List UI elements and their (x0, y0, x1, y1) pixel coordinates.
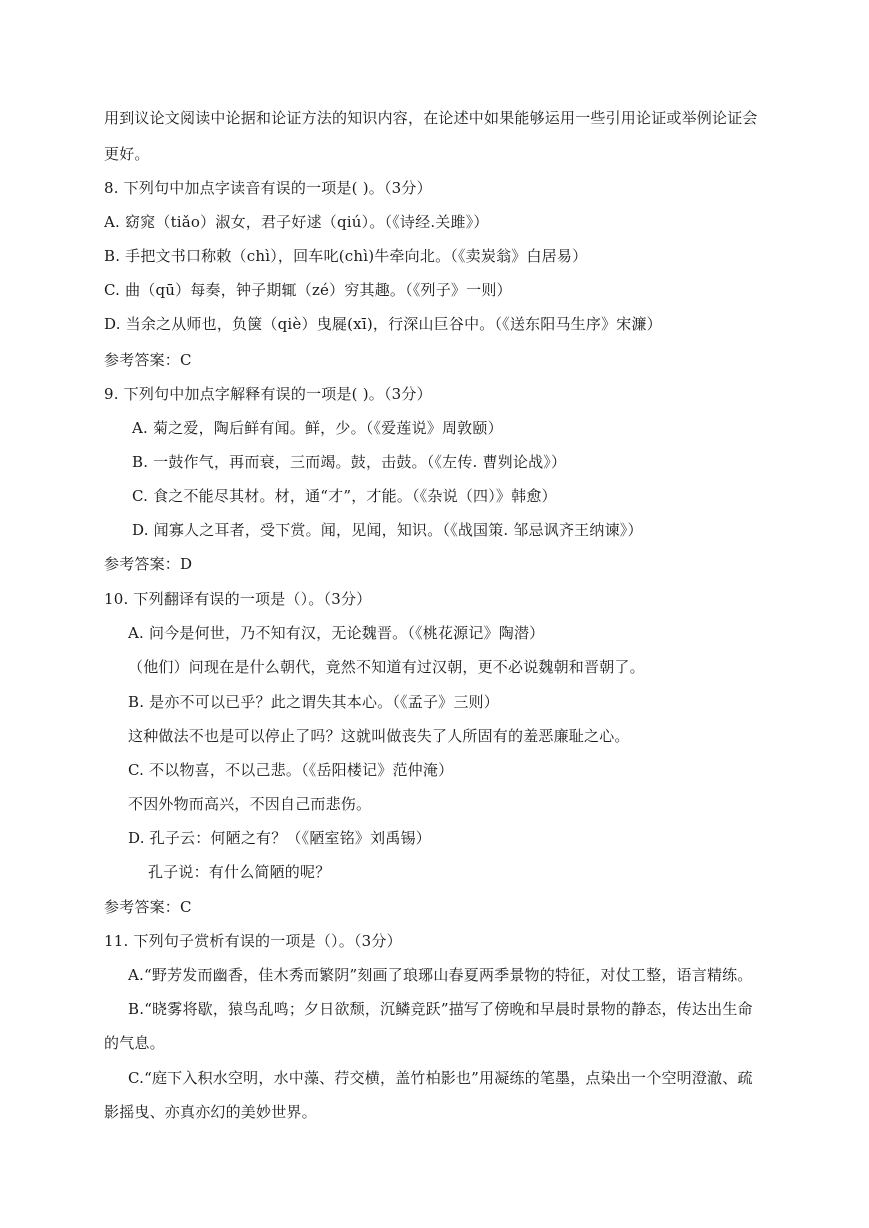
q11-option-a: A.“野芳发而幽香，佳木秀而繁阴”刻画了琅琊山春夏两季景物的特征，对仗工整，语言精练。 (128, 966, 753, 984)
question-10: 10. 下列翻译有误的一项是（）。（3分） (104, 590, 372, 608)
text-line-2: 更好。 (104, 145, 150, 163)
q10-option-d: D. 孔子云：何陋之有？（《陋室铭》刘禹锡） (128, 829, 431, 847)
q11-option-b-cont: 的气息。 (104, 1034, 165, 1052)
question-8: 8. 下列句中加点字读音有误的一项是( )。（3分） (104, 179, 432, 197)
q9-option-b: B. 一鼓作气，再而衰，三而竭。鼓，击鼓。（《左传. 曹刿论战》） (132, 453, 567, 471)
q9-option-c: C. 食之不能尽其材。材，通“才”，才能。（《杂说（四）》韩愈） (132, 487, 557, 505)
q11-option-b: B.“晓雾将歇，猿鸟乱鸣；夕日欲颓，沉鳞竞跃”描写了傍晚和早晨时景物的静态，传达出生命 (128, 1000, 753, 1018)
q9-answer: 参考答案：D (104, 555, 193, 573)
text-line-1: 用到议论文阅读中论据和论证方法的知识内容，在论述中如果能够运用一些引用论证或举例论证会 (104, 109, 758, 127)
q10-answer: 参考答案：C (104, 898, 192, 916)
q11-option-c: C.“庭下入积水空明，水中藻、荇交横，盖竹柏影也”用凝练的笔墨，点染出一个空明澄澈、疏 (128, 1069, 753, 1087)
q8-option-a: A. 窈窕（tiǎo）淑女，君子好逑（qiú）。（《诗经.关雎》） (104, 213, 489, 231)
q8-option-b: B. 手把文书口称敕（chì），回车叱(chì)牛牵向北。（《卖炭翁》白居易） (104, 247, 588, 265)
q10-translation-b: 这种做法不也是可以停止了吗？这就叫做丧失了人所固有的羞恶廉耻之心。 (128, 727, 630, 745)
q8-answer: 参考答案：C (104, 351, 192, 369)
q10-option-c: C. 不以物喜，不以己悲。（《岳阳楼记》范仲淹） (128, 761, 454, 779)
q10-option-b: B. 是亦不可以已乎？此之谓失其本心。（《孟子》三则） (128, 693, 499, 711)
q10-translation-d: 孔子说：有什么简陋的呢？ (148, 863, 331, 881)
question-9: 9. 下列句中加点字解释有误的一项是( )。（3分） (104, 385, 432, 403)
question-11: 11. 下列句子赏析有误的一项是（）。（3分） (104, 932, 402, 950)
q9-option-d: D. 闻寡人之耳者，受下赏。闻，见闻，知识。（《战国策. 邹忌讽齐王纳谏》） (132, 521, 643, 539)
q10-translation-c: 不因外物而高兴，不因自己而悲伤。 (128, 795, 372, 813)
q8-option-d: D. 当余之从师也，负箧（qiè）曳屣(xī)，行深山巨谷中。（《送东阳马生序》宋濂） (104, 315, 662, 333)
q11-option-c-cont: 影摇曳、亦真亦幻的美妙世界。 (104, 1103, 317, 1121)
q9-option-a: A. 菊之爱，陶后鲜有闻。鲜，少。（《爱莲说》周敦颐） (132, 419, 503, 437)
q10-option-a: A. 问今是何世，乃不知有汉，无论魏晋。（《桃花源记》陶潜） (128, 624, 545, 642)
q10-translation-a: （他们）问现在是什么朝代，竟然不知道有过汉朝，更不必说魏朝和晋朝了。 (128, 658, 645, 676)
q8-option-c: C. 曲（qū）每奏，钟子期辄（zé）穷其趣。（《列子》一则） (104, 281, 512, 299)
